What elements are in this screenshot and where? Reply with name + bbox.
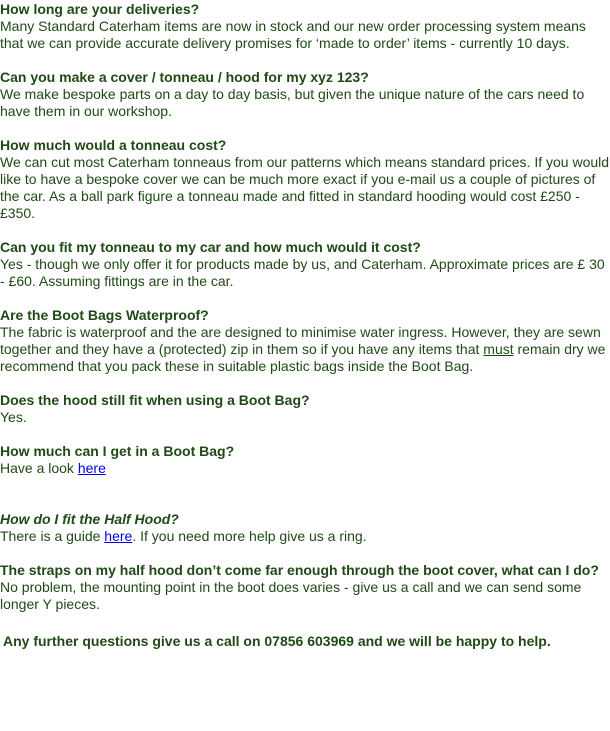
boot-bag-capacity-link[interactable]: here: [77, 460, 106, 476]
faq-answer: Many Standard Caterham items are now in stock and our new order processing system means that we can provide accurate delivery promises for ‘made to order’ items - currently 10 days.: [0, 18, 586, 51]
faq-answer: [0, 528, 610, 545]
answer-text: The fabric is waterproof and the are designed to minimise water ingress. However, they are sewn together and they have a (protected) zip in them so if you have any items that: [0, 324, 601, 357]
faq-item-delivery: [0, 1, 610, 52]
half-hood-guide-link[interactable]: here: [104, 528, 133, 544]
faq-question: How do I fit the Half Hood?: [0, 511, 179, 527]
answer-text: . If you need more help give us a ring.: [132, 528, 367, 544]
faq-answer: Yes.: [0, 409, 27, 425]
faq-question: Can you make a cover / tonneau / hood for my xyz 123?: [0, 69, 369, 85]
faq-question: How much can I get in a Boot Bag?: [0, 443, 235, 459]
closing-contact-message: Any further questions give us a call on 07856 603969 and we will be happy to help.: [3, 633, 551, 649]
faq-question: Does the hood still fit when using a Boot Bag?: [0, 392, 310, 408]
faq-question: Can you fit my tonneau to my car and how much would it cost?: [0, 239, 421, 255]
answer-text: There is a guide: [0, 528, 105, 544]
faq-answer: We can cut most Caterham tonneaus from our patterns which means standard prices. If you would like to have a bespoke cover we can be much more exact if you e-mail us a couple of pictures of the car. As a ball park figure a tonneau made and fitted in standard hooding would cost £250 - £350.: [0, 154, 610, 221]
answer-text: remain dry we recommend that you pack these in suitable plastic bags inside the Boot Bag.: [0, 341, 606, 374]
faq-question: How long are your deliveries?: [0, 1, 200, 17]
faq-answer: [0, 324, 610, 375]
faq-answer: [0, 460, 610, 477]
answer-emphasis: must: [483, 341, 514, 357]
faq-item-hood-with-boot-bag: [0, 392, 610, 426]
faq-answer: Yes - though we only offer it for products made by us, and Caterham. Approximate prices are £ 30 - £60. Assuming fittings are in the car.: [0, 256, 605, 289]
faq-item-tonneau-cost: [0, 137, 610, 222]
faq-question: The straps on my half hood don’t come far enough through the boot cover, what can I do?: [0, 562, 599, 578]
faq-item-bespoke-cover: [0, 69, 610, 120]
faq-question: Are the Boot Bags Waterproof?: [0, 307, 209, 323]
faq-item-boot-bag-waterproof: [0, 307, 610, 375]
answer-text: Have a look: [0, 460, 78, 476]
faq-question: How much would a tonneau cost?: [0, 137, 227, 153]
faq-item-boot-bag-capacity: [0, 443, 610, 477]
faq-answer: We make bespoke parts on a day to day basis, but given the unique nature of the cars need to have them in our workshop.: [0, 86, 585, 119]
faq-item-half-hood-fit: [0, 511, 610, 545]
faq-answer: No problem, the mounting point in the boot does varies - give us a call and we can send some longer Y pieces.: [0, 579, 582, 612]
faq-item-half-hood-straps: [0, 562, 610, 613]
faq-item-tonneau-fitting: [0, 239, 610, 290]
